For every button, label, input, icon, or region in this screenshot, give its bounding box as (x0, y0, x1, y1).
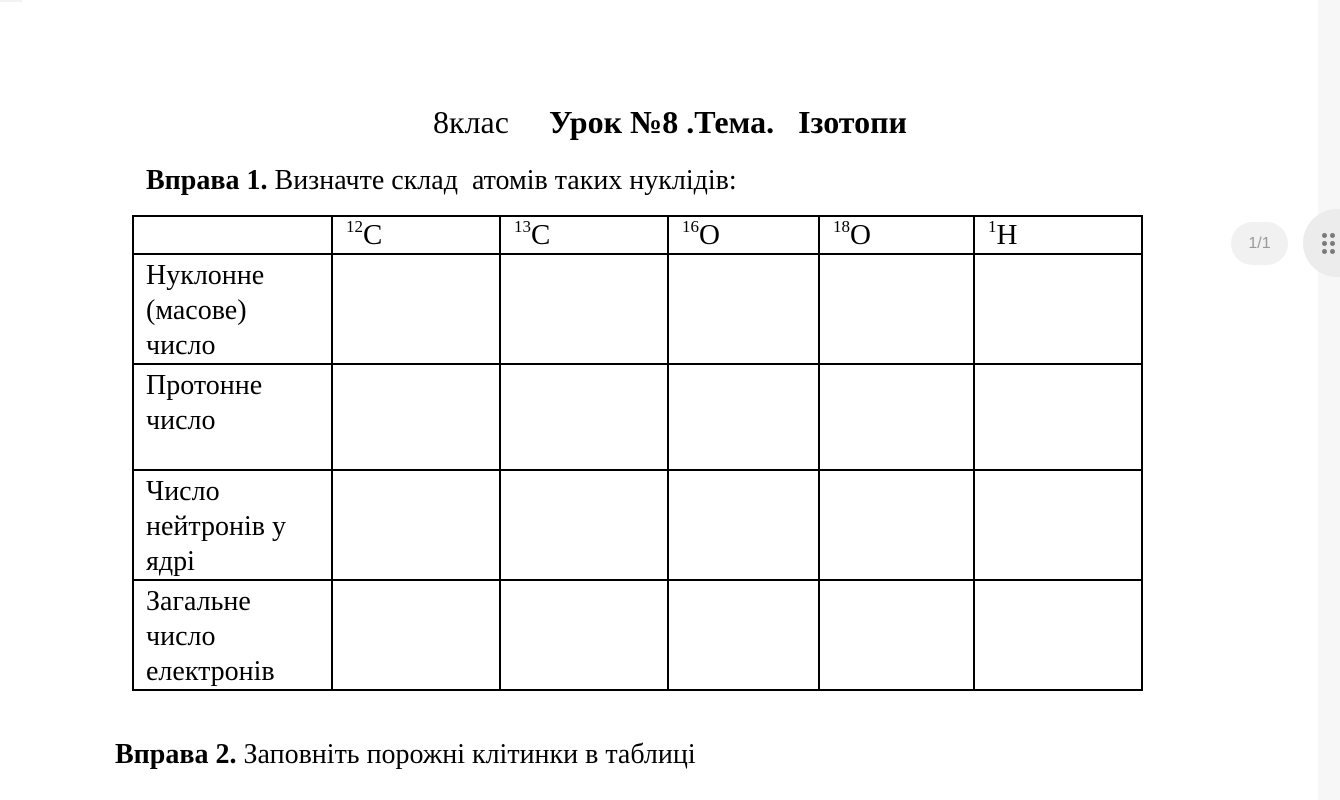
table-header-row (133, 216, 1142, 254)
nuclide-header-cell (819, 216, 974, 254)
empty-cell (500, 364, 668, 470)
empty-cell (974, 254, 1142, 364)
mass-number: 16 (682, 217, 699, 236)
mass-number: 13 (514, 217, 531, 236)
exercise-1-heading (146, 164, 737, 198)
table-row (133, 470, 1142, 580)
nuclide-symbol (669, 219, 720, 251)
empty-cell (819, 254, 974, 364)
element-symbol: H (996, 219, 1018, 251)
lesson-topic: Урок №8 .Тема. Ізотопи (548, 104, 907, 140)
empty-cell (974, 580, 1142, 690)
exercise-2-label: Вправа 2. (115, 739, 237, 770)
empty-cell (819, 364, 974, 470)
row-label-cell (133, 580, 332, 690)
empty-cell (819, 470, 974, 580)
page-counter-badge: 1/1 (1231, 222, 1288, 265)
exercise-1-label: Вправа 1. (146, 165, 268, 196)
table-row (133, 580, 1142, 690)
mass-number: 12 (346, 217, 363, 236)
nuclide-symbol (501, 219, 550, 251)
empty-cell (500, 254, 668, 364)
empty-cell (332, 364, 500, 470)
empty-cell (500, 580, 668, 690)
table-row (133, 364, 1142, 470)
table-row (133, 254, 1142, 364)
table-corner-cell (133, 216, 332, 254)
nuclide-header-cell (668, 216, 819, 254)
element-symbol: C (531, 219, 551, 251)
element-symbol: O (850, 219, 871, 251)
empty-cell (668, 580, 819, 690)
empty-cell (668, 254, 819, 364)
row-label-cell (133, 470, 332, 580)
empty-cell (974, 364, 1142, 470)
nuclide-symbol (333, 219, 382, 251)
empty-cell (974, 470, 1142, 580)
nuclide-header-cell (500, 216, 668, 254)
row-label-cell (133, 364, 332, 470)
row-label: Нуклонне (масове) число (146, 260, 265, 361)
row-label-cell (133, 254, 332, 364)
grade-label: 8клас (433, 104, 509, 140)
element-symbol: C (363, 219, 383, 251)
lesson-title (0, 102, 1340, 142)
empty-cell (500, 470, 668, 580)
empty-cell (332, 470, 500, 580)
element-symbol: O (699, 219, 720, 251)
mass-number: 1 (988, 217, 997, 236)
drag-dots-icon (1322, 233, 1338, 255)
empty-cell (819, 580, 974, 690)
exercise-1-text: Визначте склад атомів таких нуклідів: (267, 165, 737, 196)
empty-cell (668, 364, 819, 470)
empty-cell (332, 580, 500, 690)
nuclide-symbol (975, 219, 1017, 251)
nuclide-symbol (820, 219, 871, 251)
row-label: Число нейтронів у ядрі (146, 476, 286, 577)
mass-number: 18 (833, 217, 850, 236)
nuclide-header-cell (974, 216, 1142, 254)
row-label: Загальне число електронів (146, 586, 275, 687)
row-label: Протонне число (146, 370, 263, 436)
exercise-2-text: Заповніть порожні клітинки в таблиці (236, 739, 696, 770)
empty-cell (332, 254, 500, 364)
nuclide-table (132, 215, 1143, 691)
exercise-2-heading (115, 738, 696, 772)
empty-cell (668, 470, 819, 580)
nuclide-header-cell (332, 216, 500, 254)
